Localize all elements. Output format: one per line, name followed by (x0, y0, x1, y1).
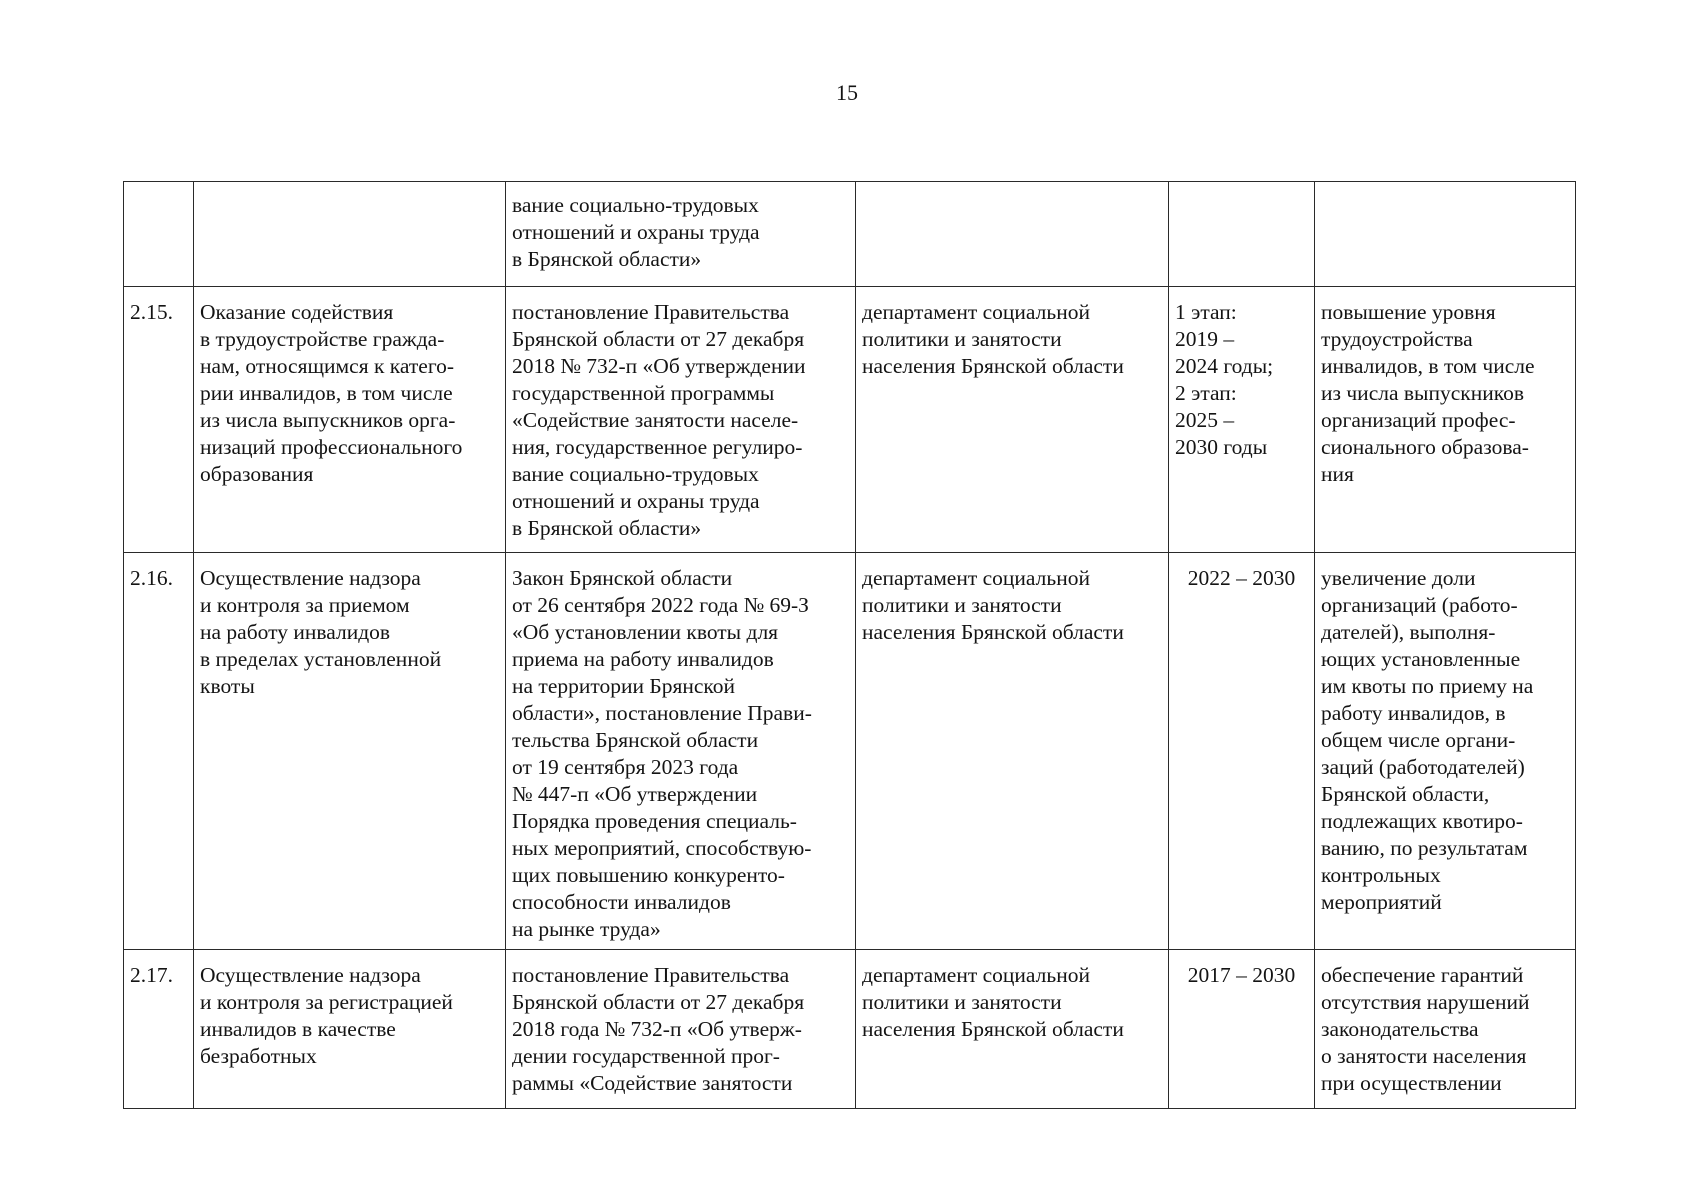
executor-line: политики и занятости (862, 990, 1062, 1014)
expected-result-line: ния (1321, 462, 1354, 486)
row-number: 2.15. (130, 300, 173, 324)
activity-line: в пределах установленной (200, 647, 442, 671)
row-number-cell (124, 553, 194, 950)
period-line: 2017 – 2030 (1187, 963, 1296, 987)
expected-result-line: повышение уровня (1321, 300, 1496, 324)
legal-basis-line: Брянской области от 27 декабря (512, 327, 805, 351)
legal-basis-line: области», постановление Прави- (512, 701, 812, 725)
row-number-cell (124, 950, 194, 1109)
table-row (124, 950, 1576, 1109)
row-number: 2.16. (130, 566, 173, 590)
legal-basis-line: способности инвалидов (512, 890, 731, 914)
legal-basis-cell (506, 182, 856, 287)
period-line: 2030 годы (1175, 435, 1268, 459)
legal-basis-line: ния, государственное регулиро- (512, 435, 803, 459)
activity-cell (194, 553, 506, 950)
row-number-cell (124, 182, 194, 287)
table-row (124, 553, 1576, 950)
executor-line: населения Брянской области (862, 354, 1124, 378)
executor-line: населения Брянской области (862, 620, 1124, 644)
legal-basis-line: от 26 сентября 2022 года № 69-З (512, 593, 809, 617)
expected-result-line: дателей), выполня- (1321, 620, 1496, 644)
activity-line: безработных (200, 1044, 317, 1068)
expected-result-line: организаций (работо- (1321, 593, 1518, 617)
expected-result-line: ванию, по результатам (1321, 836, 1528, 860)
expected-result-line: обеспечение гарантий (1321, 963, 1524, 987)
activity-cell (194, 950, 506, 1109)
legal-basis-line: государственной программы (512, 381, 775, 405)
expected-result-line: при осуществлении (1321, 1071, 1502, 1095)
activity-cell (194, 182, 506, 287)
legal-basis-line: тельства Брянской области (512, 728, 759, 752)
legal-basis-line: от 19 сентября 2023 года (512, 755, 739, 779)
period-line: 2019 – (1175, 327, 1235, 351)
legal-basis-cell (506, 553, 856, 950)
expected-result-cell (1315, 287, 1576, 553)
expected-result-line: Брянской области, (1321, 782, 1490, 806)
executor-line: политики и занятости (862, 593, 1062, 617)
activity-line: Осуществление надзора (200, 963, 421, 987)
legal-basis-line: на рынке труда» (512, 917, 661, 941)
expected-result-line: о занятости населения (1321, 1044, 1527, 1068)
legal-basis-line: приема на работу инвалидов (512, 647, 774, 671)
expected-result-line: законодательства (1321, 1017, 1479, 1041)
legal-basis-line: в Брянской области» (512, 516, 702, 540)
legal-basis-line: постановление Правительства (512, 963, 790, 987)
executor-cell (856, 287, 1169, 553)
legal-basis-line: Порядка проведения специаль- (512, 809, 797, 833)
page-number: 15 (836, 80, 858, 105)
legal-basis-line: раммы «Содействие занятости (512, 1071, 793, 1095)
activity-line: Осуществление надзора (200, 566, 421, 590)
legal-basis-line: Закон Брянской области (512, 566, 733, 590)
period-line: 2022 – 2030 (1187, 566, 1296, 590)
legal-basis-line: 2018 года № 732-п «Об утверж- (512, 1017, 802, 1041)
activity-line: и контроля за приемом (200, 593, 410, 617)
table-row (124, 287, 1576, 553)
legal-basis-line: щих повышению конкуренто- (512, 863, 785, 887)
expected-result-line: инвалидов, в том числе (1321, 354, 1535, 378)
expected-result-line: работу инвалидов, в (1321, 701, 1506, 725)
legal-basis-line: дении государственной прог- (512, 1044, 780, 1068)
legal-basis-line: вание социально-трудовых (512, 193, 759, 217)
activity-line: квоты (200, 674, 255, 698)
legal-basis-line: отношений и охраны труда (512, 489, 760, 513)
executor-line: департамент социальной (862, 300, 1090, 324)
executor-line: населения Брянской области (862, 1017, 1124, 1041)
activity-line: и контроля за регистрацией (200, 990, 453, 1014)
legal-basis-line: ных мероприятий, способствую- (512, 836, 812, 860)
activity-line: нам, относящимся к катего- (200, 354, 455, 378)
legal-basis-line: № 447-п «Об утверждении (512, 782, 758, 806)
activity-line: в трудоустройстве гражда- (200, 327, 445, 351)
expected-result-line: общем числе органи- (1321, 728, 1516, 752)
executor-cell (856, 950, 1169, 1109)
legal-basis-cell (506, 287, 856, 553)
expected-result-cell (1315, 553, 1576, 950)
expected-result-line: трудоустройства (1321, 327, 1473, 351)
activity-line: из числа выпускников орга- (200, 408, 456, 432)
expected-result-line: контрольных (1321, 863, 1441, 887)
legal-basis-line: «Содействие занятости населе- (512, 408, 799, 432)
period-cell (1169, 182, 1315, 287)
period-cell (1169, 553, 1315, 950)
period-line: 1 этап: (1175, 300, 1237, 324)
period-cell (1169, 950, 1315, 1109)
table-row (124, 182, 1576, 287)
executor-line: департамент социальной (862, 566, 1090, 590)
period-line: 2 этап: (1175, 381, 1237, 405)
activity-line: Оказание содействия (200, 300, 394, 324)
row-number-cell (124, 287, 194, 553)
executor-line: политики и занятости (862, 327, 1062, 351)
executor-cell (856, 182, 1169, 287)
legal-basis-line: вание социально-трудовых (512, 462, 759, 486)
expected-result-line: отсутствия нарушений (1321, 990, 1530, 1014)
expected-result-line: подлежащих квотиро- (1321, 809, 1523, 833)
legal-basis-line: в Брянской области» (512, 247, 702, 271)
expected-result-line: сионального образова- (1321, 435, 1529, 459)
period-cell (1169, 287, 1315, 553)
activity-cell (194, 287, 506, 553)
activity-line: рии инвалидов, в том числе (200, 381, 453, 405)
expected-result-line: ющих установленные (1321, 647, 1521, 671)
executor-cell (856, 553, 1169, 950)
legal-basis-cell (506, 950, 856, 1109)
expected-result-line: из числа выпускников (1321, 381, 1524, 405)
legal-basis-line: «Об установлении квоты для (512, 620, 779, 644)
expected-result-line: им квоты по приему на (1321, 674, 1534, 698)
legal-basis-line: постановление Правительства (512, 300, 790, 324)
period-line: 2025 – (1175, 408, 1235, 432)
period-line: 2024 годы; (1175, 354, 1274, 378)
activity-line: на работу инвалидов (200, 620, 391, 644)
activity-line: образования (200, 462, 314, 486)
legal-basis-line: Брянской области от 27 декабря (512, 990, 805, 1014)
expected-result-cell (1315, 182, 1576, 287)
expected-result-line: организаций профес- (1321, 408, 1516, 432)
legal-basis-line: 2018 № 732-п «Об утверждении (512, 354, 806, 378)
executor-line: департамент социальной (862, 963, 1090, 987)
legal-basis-line: на территории Брянской (512, 674, 736, 698)
expected-result-line: увеличение доли (1321, 566, 1476, 590)
document-table (123, 181, 1576, 1109)
activity-line: инвалидов в качестве (200, 1017, 396, 1041)
expected-result-line: мероприятий (1321, 890, 1442, 914)
legal-basis-line: отношений и охраны труда (512, 220, 760, 244)
expected-result-cell (1315, 950, 1576, 1109)
row-number: 2.17. (130, 963, 173, 987)
activity-line: низаций профессионального (200, 435, 463, 459)
expected-result-line: заций (работодателей) (1321, 755, 1525, 779)
